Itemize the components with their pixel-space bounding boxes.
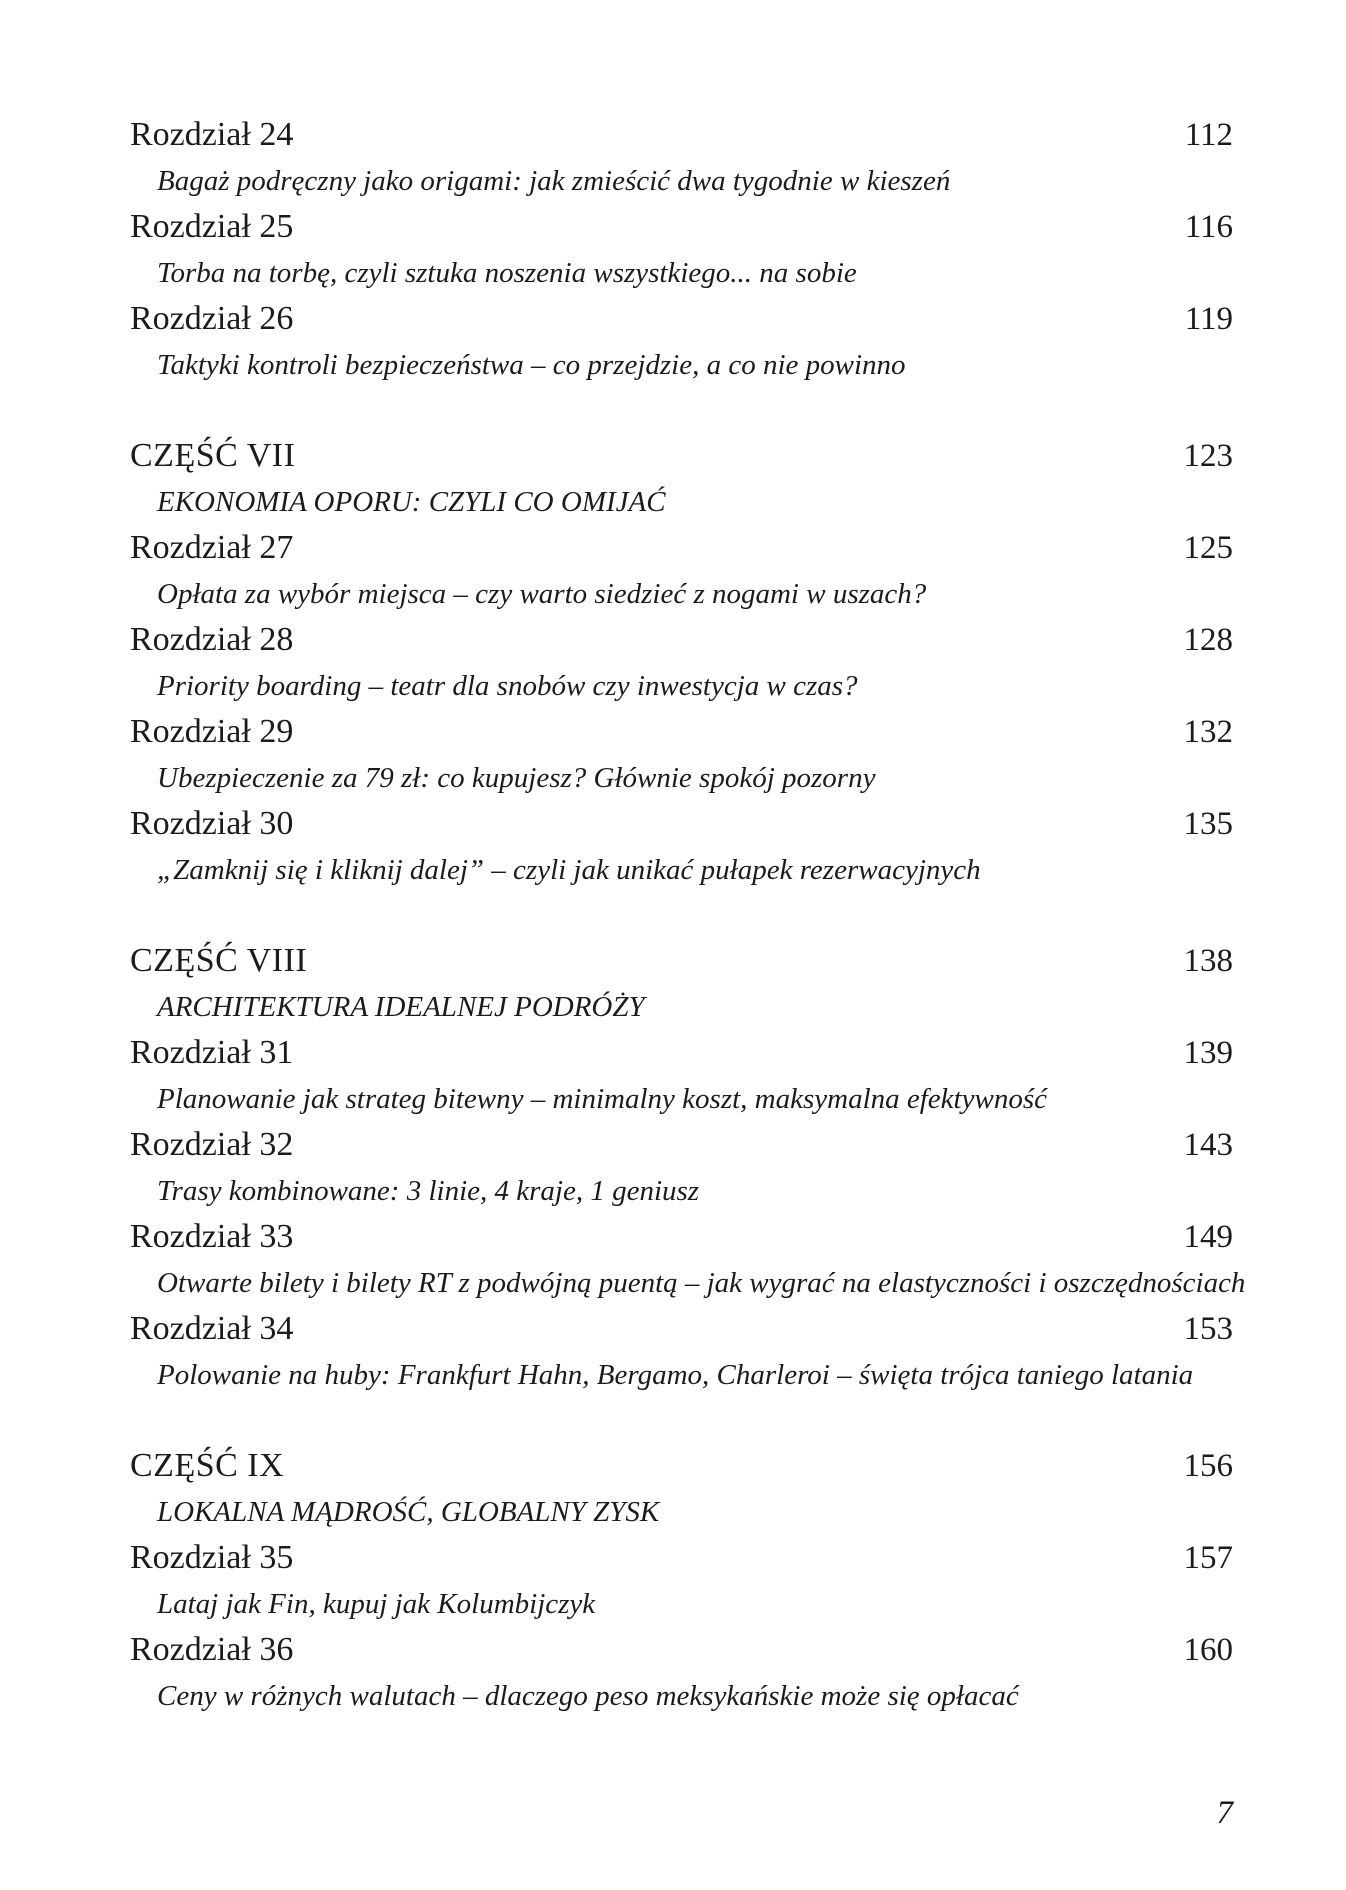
chapter-page-number: 139 xyxy=(1183,1035,1233,1071)
part-page-number: 138 xyxy=(1183,943,1233,979)
chapter-title: Rozdział 33 xyxy=(130,1218,294,1255)
toc-entry xyxy=(130,1306,1233,1398)
chapter-title: Rozdział 35 xyxy=(130,1539,294,1576)
part-page-number: 156 xyxy=(1183,1448,1233,1484)
chapter-subtitle: Torba na torbę, czyli sztuka noszenia wszystkiego... na sobie xyxy=(157,257,857,289)
chapter-title: Rozdział 32 xyxy=(130,1126,294,1163)
chapter-subtitle: Bagaż podręczny jako origami: jak zmieścić dwa tygodnie w kieszeń xyxy=(157,165,951,197)
part-subtitle: EKONOMIA OPORU: CZYLI CO OMIJAĆ xyxy=(157,486,666,518)
chapter-title: Rozdział 27 xyxy=(130,529,294,566)
part-title: CZĘŚĆ VII xyxy=(130,437,296,474)
toc-entry xyxy=(130,801,1233,893)
toc-entry xyxy=(130,204,1233,296)
toc-entry xyxy=(130,112,1233,204)
toc-entry xyxy=(130,709,1233,801)
chapter-title: Rozdział 31 xyxy=(130,1034,294,1071)
chapter-page-number: 153 xyxy=(1183,1311,1233,1347)
chapter-subtitle: Trasy kombinowane: 3 linie, 4 kraje, 1 geniusz xyxy=(157,1175,700,1207)
chapter-page-number: 149 xyxy=(1183,1219,1233,1255)
chapter-title: Rozdział 26 xyxy=(130,300,294,337)
chapter-subtitle: Lataj jak Fin, kupuj jak Kolumbijczyk xyxy=(157,1588,596,1620)
toc-entry xyxy=(130,1214,1246,1306)
part-page-number: 123 xyxy=(1183,438,1233,474)
part-subtitle: ARCHITEKTURA IDEALNEJ PODRÓŻY xyxy=(157,991,645,1023)
chapter-page-number: 157 xyxy=(1183,1540,1233,1576)
chapter-title: Rozdział 29 xyxy=(130,713,294,750)
toc-entry xyxy=(130,1122,1233,1214)
part-title: CZĘŚĆ VIII xyxy=(130,942,308,979)
chapter-subtitle: Ubezpieczenie za 79 zł: co kupujesz? Głównie spokój pozorny xyxy=(157,762,876,794)
chapter-subtitle: Priority boarding – teatr dla snobów czy inwestycja w czas? xyxy=(157,670,858,702)
toc-entry xyxy=(130,525,1233,617)
chapter-page-number: 128 xyxy=(1183,622,1233,658)
toc-entry xyxy=(130,1535,1233,1627)
folio-page-number: 7 xyxy=(1216,1795,1233,1831)
toc-entry xyxy=(130,296,1233,388)
chapter-page-number: 132 xyxy=(1183,714,1233,750)
chapter-page-number: 135 xyxy=(1183,806,1233,842)
toc-part-entry xyxy=(130,938,1233,1030)
chapter-page-number: 116 xyxy=(1184,209,1233,245)
chapter-page-number: 125 xyxy=(1183,530,1233,566)
chapter-title: Rozdział 24 xyxy=(130,116,294,153)
chapter-page-number: 119 xyxy=(1184,301,1233,337)
chapter-page-number: 112 xyxy=(1184,117,1233,153)
chapter-subtitle: „Zamknij się i kliknij dalej” – czyli jak unikać pułapek rezerwacyjnych xyxy=(157,854,981,886)
toc-entry xyxy=(130,617,1233,709)
part-title: CZĘŚĆ IX xyxy=(130,1447,285,1484)
chapter-subtitle: Taktyki kontroli bezpieczeństwa – co przejdzie, a co nie powinno xyxy=(157,349,906,381)
toc-entry xyxy=(130,1030,1233,1122)
chapter-subtitle: Ceny w różnych walutach – dlaczego peso meksykańskie może się opłacać xyxy=(157,1680,1019,1712)
chapter-page-number: 160 xyxy=(1183,1632,1233,1668)
toc-entry xyxy=(130,1627,1233,1719)
chapter-subtitle: Otwarte bilety i bilety RT z podwójną puentą – jak wygrać na elastyczności i oszczędnościach xyxy=(157,1267,1246,1299)
chapter-subtitle: Planowanie jak strateg bitewny – minimalny koszt, maksymalna efektywność xyxy=(157,1083,1047,1115)
chapter-title: Rozdział 28 xyxy=(130,621,294,658)
chapter-title: Rozdział 30 xyxy=(130,805,294,842)
chapter-subtitle: Polowanie na huby: Frankfurt Hahn, Bergamo, Charleroi – święta trójca taniego latania xyxy=(157,1359,1194,1391)
chapter-subtitle: Opłata za wybór miejsca – czy warto siedzieć z nogami w uszach? xyxy=(157,578,927,610)
toc-part-entry xyxy=(130,1443,1233,1535)
chapter-title: Rozdział 25 xyxy=(130,208,294,245)
part-subtitle: LOKALNA MĄDROŚĆ, GLOBALNY ZYSK xyxy=(157,1496,660,1528)
chapter-title: Rozdział 34 xyxy=(130,1310,294,1347)
chapter-page-number: 143 xyxy=(1183,1127,1233,1163)
chapter-title: Rozdział 36 xyxy=(130,1631,294,1668)
toc-part-entry xyxy=(130,433,1233,525)
